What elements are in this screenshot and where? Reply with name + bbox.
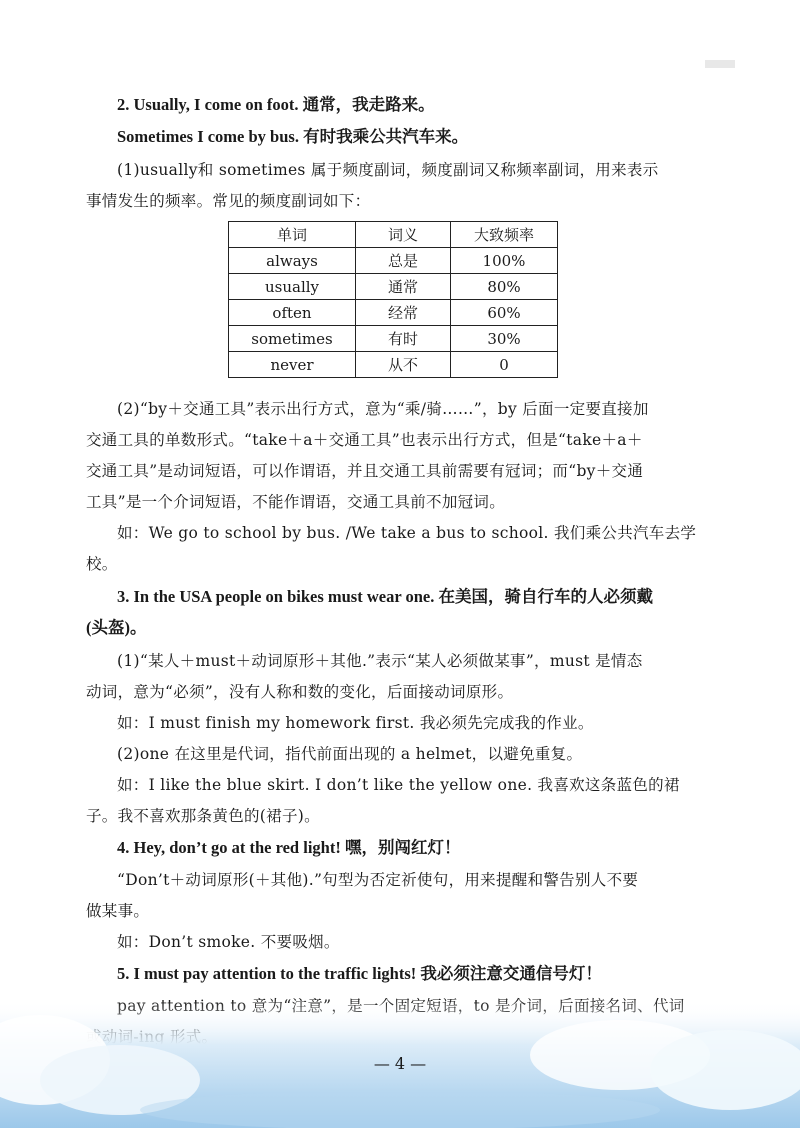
table-cell: 80% (451, 274, 558, 300)
section-3-para1-line2: 动词，意为“必须”，没有人称和数的变化，后面接动词原形。 (86, 683, 514, 701)
table-cell: 60% (451, 300, 558, 326)
table-cell: 经常 (356, 300, 451, 326)
page-number: — 4 — (373, 1054, 427, 1073)
table-row (229, 326, 558, 352)
table-cell: always (229, 248, 356, 274)
table-row (229, 274, 558, 300)
section-5-heading: 5. I must pay attention to the traffic lights! 我必须注意交通信号灯！ (117, 964, 602, 983)
frequency-adverb-table (228, 221, 558, 378)
table-cell: 总是 (356, 248, 451, 274)
table-cell: usually (229, 274, 356, 300)
section-3-heading-line2: (头盔)。 (86, 618, 147, 637)
section-2-para2-line4: 工具”是一个介词短语，不能作谓语，交通工具前不加冠词。 (86, 493, 506, 511)
section-2-para1-line2: 事情发生的频率。常见的频度副词如下： (86, 192, 371, 210)
section-2-para1-line1: (1)usually和 sometimes 属于频度副词，频度副词又称频率副词，用来表示 (117, 161, 659, 179)
section-2-example-line2: 校。 (86, 555, 118, 573)
section-3-heading: 3. In the USA people on bikes must wear one. 在美国，骑自行车的人必须戴 (117, 587, 653, 606)
section-3-para1-line1: (1)“某人＋must＋动词原形＋其他.”表示“某人必须做某事”，must 是情态 (117, 652, 643, 670)
section-2-para2-line1: (2)“by＋交通工具”表示出行方式，意为“乘/骑……”，by 后面一定要直接加 (117, 400, 649, 418)
table-cell: 通常 (356, 274, 451, 300)
table-cell: never (229, 352, 356, 378)
table-row (229, 300, 558, 326)
table-header-meaning: 词义 (356, 222, 451, 248)
section-3-para2: (2)one 在这里是代词，指代前面出现的 a helmet，以避免重复。 (117, 745, 583, 763)
section-4-para-line1: “Don’t＋动词原形(＋其他).”句型为否定祈使句，用来提醒和警告别人不要 (117, 871, 639, 889)
table-row (229, 248, 558, 274)
section-4-heading: 4. Hey, don’t go at the red light! 嘿，别闯红灯！ (117, 838, 461, 857)
section-3-example1: 如：I must finish my homework first. 我必须先完成我的作业。 (117, 714, 594, 732)
table-cell: 0 (451, 352, 558, 378)
table-cell: often (229, 300, 356, 326)
section-3-example2-line2: 子。我不喜欢那条黄色的(裙子)。 (86, 807, 320, 825)
section-2-subheading: Sometimes I come by bus. 有时我乘公共汽车来。 (117, 127, 469, 146)
table-row (229, 352, 558, 378)
table-header-row (229, 222, 558, 248)
section-2-heading: 2. Usually, I come on foot. 通常，我走路来。 (117, 95, 435, 114)
table-cell: sometimes (229, 326, 356, 352)
table-cell: 从不 (356, 352, 451, 378)
table-header-word: 单词 (229, 222, 356, 248)
section-4-para-line2: 做某事。 (86, 902, 150, 920)
section-4-example: 如：Don’t smoke. 不要吸烟。 (117, 933, 340, 951)
section-3-example2-line1: 如：I like the blue skirt. I don’t like the yellow one. 我喜欢这条蓝色的裙 (117, 776, 680, 794)
table-cell: 30% (451, 326, 558, 352)
table-cell: 100% (451, 248, 558, 274)
table-cell: 有时 (356, 326, 451, 352)
section-2-para2-line3: 交通工具”是动词短语，可以作谓语，并且交通工具前需要有冠词；而“by＋交通 (86, 462, 644, 480)
table-header-frequency: 大致频率 (451, 222, 558, 248)
section-2-example-line1: 如：We go to school by bus. /We take a bus to school. 我们乘公共汽车去学 (117, 524, 697, 542)
scan-artifact (705, 60, 735, 68)
section-2-para2-line2: 交通工具的单数形式。“take＋a＋交通工具”也表示出行方式，但是“take＋a＋ (86, 431, 643, 449)
